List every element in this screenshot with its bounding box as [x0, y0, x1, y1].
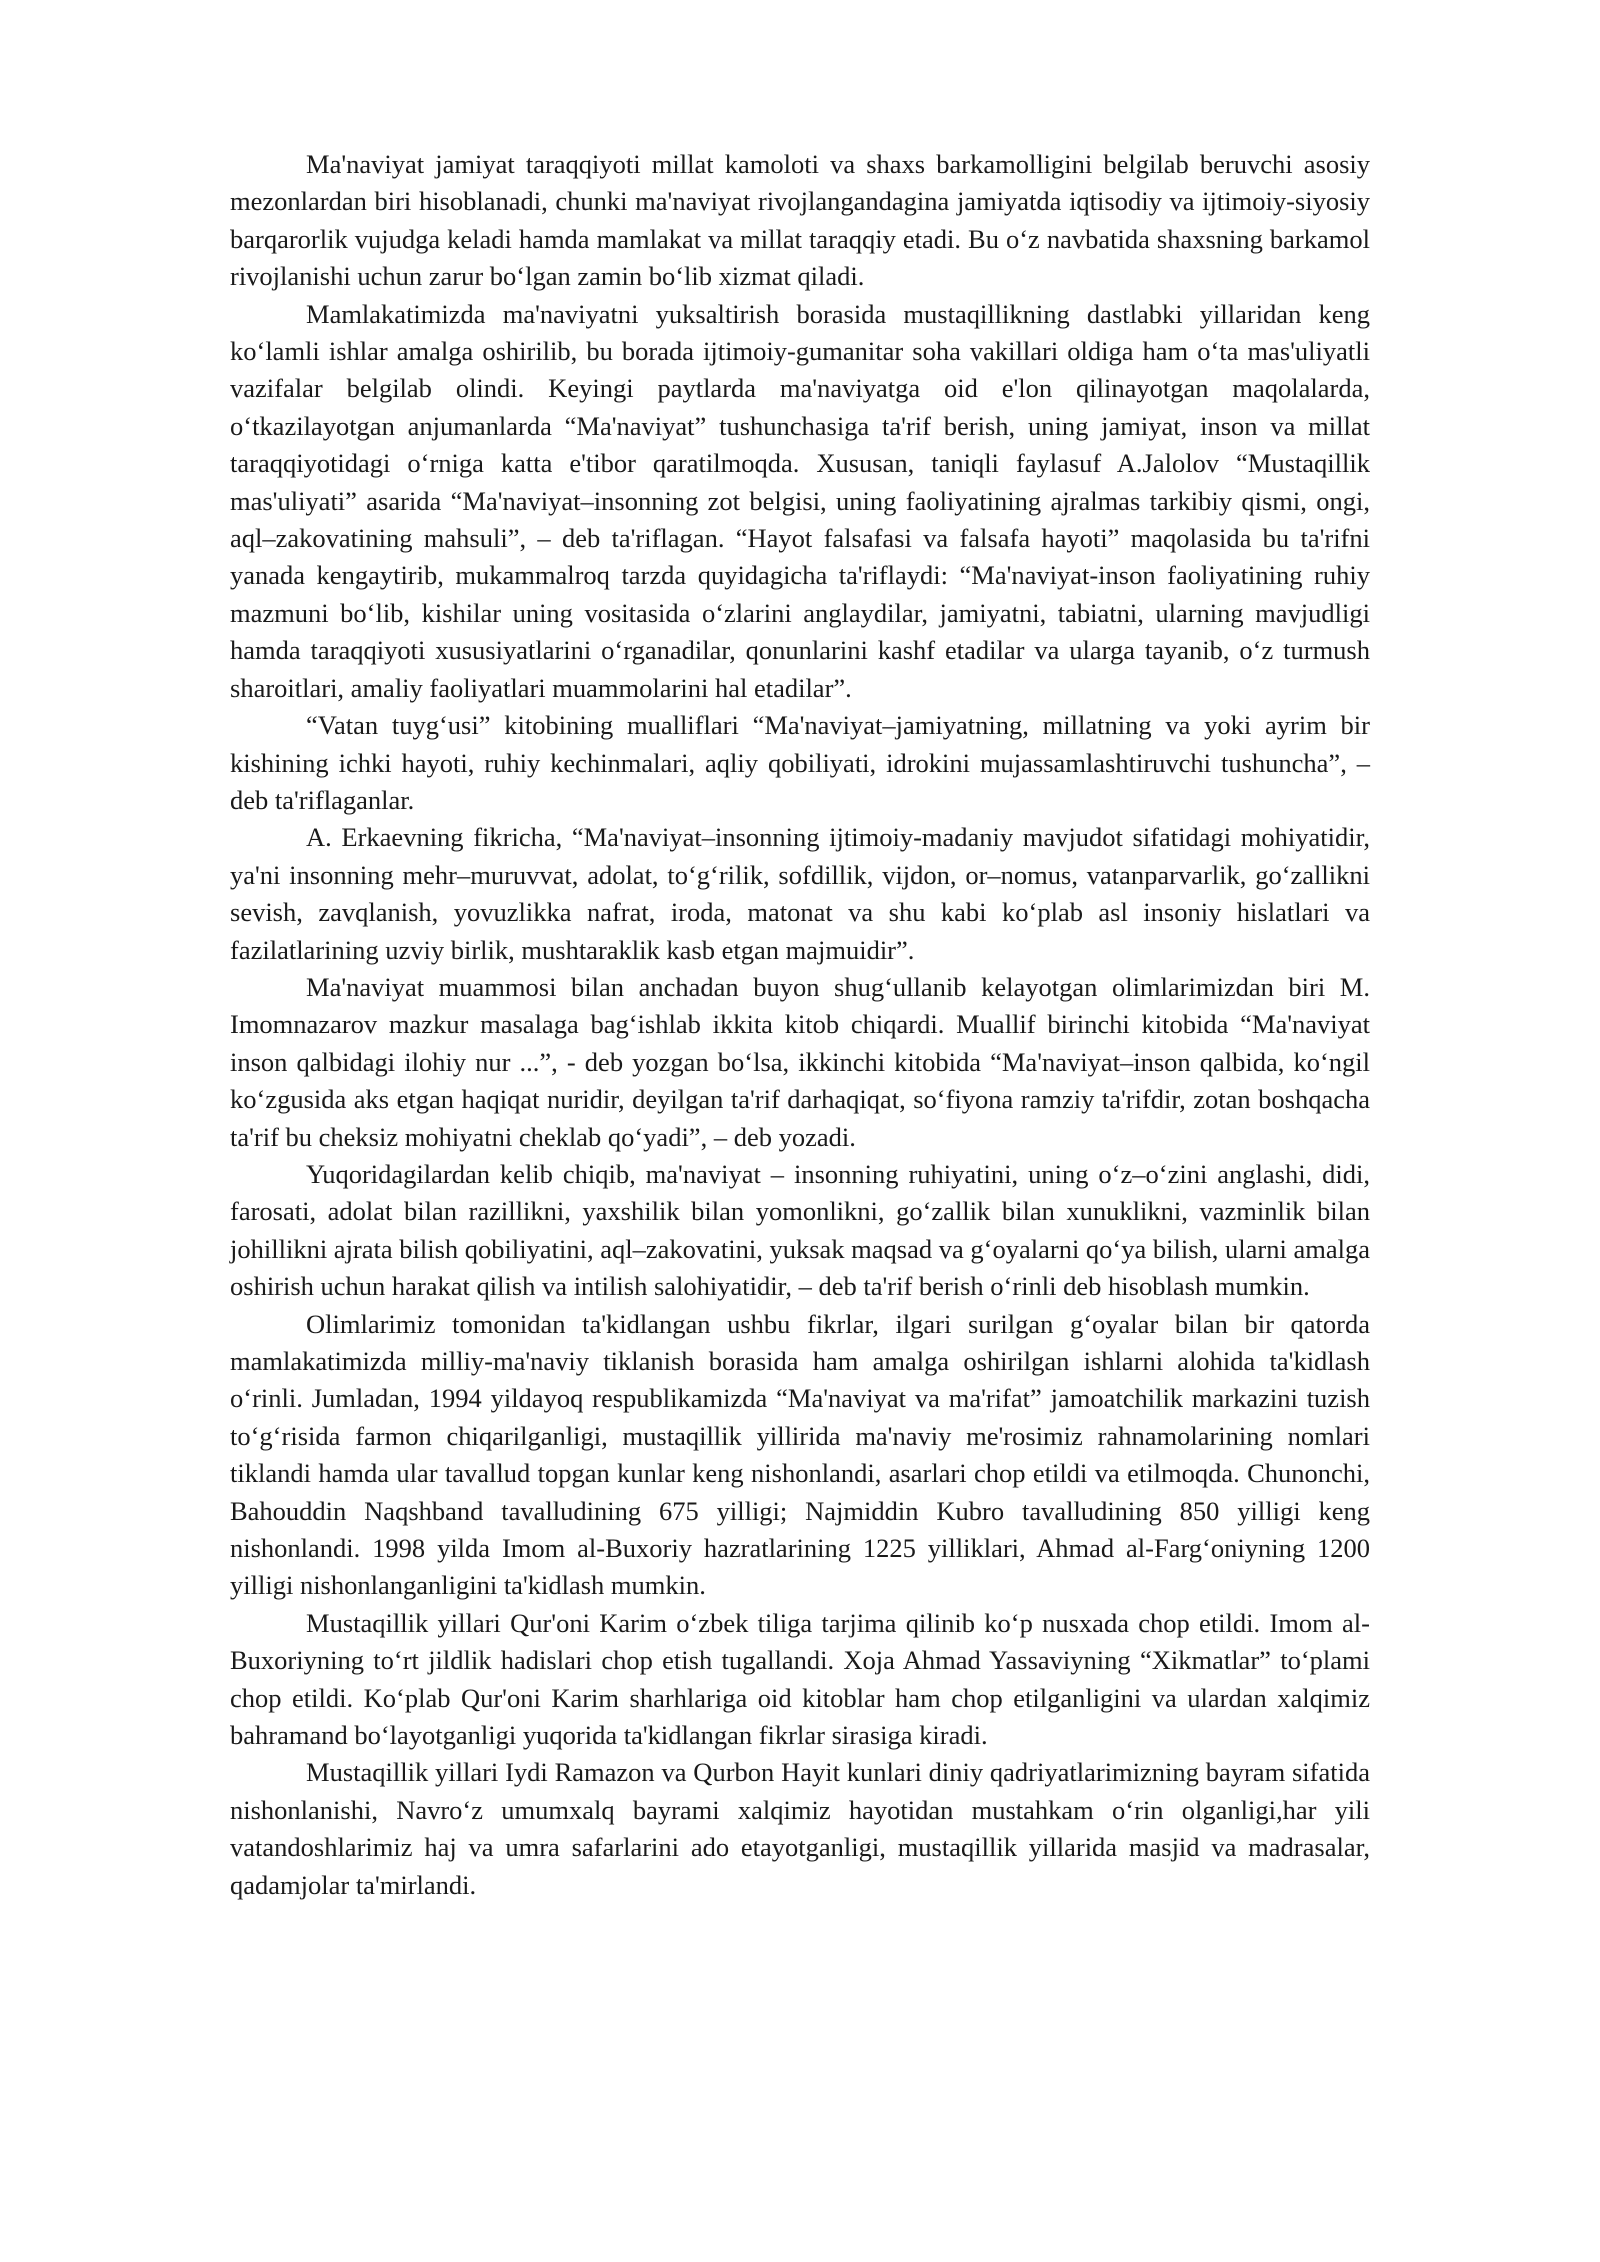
- document-page: [230, 146, 1370, 1904]
- paragraph: Olimlarimiz tomonidan ta'kidlangan ushbu fikrlar, ilgari surilgan g‘oyalar bilan bir qatorda mamlakatimizda milliy-ma'naviy tiklanish borasida ham amalga oshirilgan ishlarni alohida ta'kidlash o‘rinli. Jumladan, 1994 yildayoq respublikamizda “Ma'naviyat va ma'rifat” jamoatchilik markazini tuzish to‘g‘risida farmon chiqarilganligi, mustaqillik yillirida ma'naviy me'rosimiz rahnamolarining nomlari tiklandi hamda ular tavallud topgan kunlar keng nishonlandi, asarlari chop etildi va etilmoqda. Chunonchi, Bahouddin Naqshband tavalludining 675 yilligi; Najmiddin Kubro tavalludining 850 yilligi keng nishonlandi. 1998 yilda Imom al-Buxoriy hazratlarining 1225 yilliklari, Ahmad al-Farg‘oniyning 1200 yilligi nishonlanganligini ta'kidlash mumkin.: [230, 1308, 1370, 1601]
- paragraph: Mustaqillik yillari Qur'oni Karim o‘zbek tiliga tarjima qilinib ko‘p nusxada chop etildi. Imom al-Buxoriyning to‘rt jildlik hadislari chop etish tugallandi. Xoja Ahmad Yassaviyning “Xikmatlar” to‘plami chop etildi. Ko‘plab Qur'oni Karim sharhlariga oid kitoblar ham chop etilganligini va ulardan xalqimiz bahramand bo‘layotganligi yuqorida ta'kidlangan fikrlar sirasiga kiradi.: [230, 1607, 1370, 1751]
- paragraph: Ma'naviyat muammosi bilan anchadan buyon shug‘ullanib kelayotgan olimlarimizdan biri M. Imomnazarov mazkur masalaga bag‘ishlab ikkita kitob chiqardi. Muallif birinchi kitobida “Ma'naviyat inson qalbidagi ilohiy nur ...”, - deb yozgan bo‘lsa, ikkinchi kitobida “Ma'naviyat–inson qalbida, ko‘ngil ko‘zgusida aks etgan haqiqat nuridir, deyilgan ta'rif darhaqiqat, so‘fiyona ramziy ta'rifdir, zotan boshqacha ta'rif bu cheksiz mohiyatni cheklab qo‘yadi”, – deb yozadi.: [230, 971, 1370, 1152]
- paragraph: Ma'naviyat jamiyat taraqqiyoti millat kamoloti va shaxs barkamolligini belgilab beruvchi asosiy mezonlardan biri hisoblanadi, chunki ma'naviyat rivojlangandagina jamiyatda iqtisodiy va ijtimoiy-siyosiy barqarorlik vujudga keladi hamda mamlakat va millat taraqqiy etadi. Bu o‘z navbatida shaxsning barkamol rivojlanishi uchun zarur bo‘lgan zamin bo‘lib xizmat qiladi.: [230, 149, 1370, 292]
- paragraph: Yuqoridagilardan kelib chiqib, ma'naviyat – insonning ruhiyatini, uning o‘z–o‘zini anglashi, didi, farosati, adolat bilan razillikni, yaxshilik bilan yomonlikni, go‘zallik bilan xunuklikni, vazminlik bilan johillikni ajrata bilish qobiliyatini, aql–zakovatini, yuksak maqsad va g‘oyalarni qo‘ya bilish, ularni amalga oshirish uchun harakat qilish va intilish salohiyatidir, – deb ta'rif berish o‘rinli deb hisoblash mumkin.: [230, 1158, 1370, 1302]
- paragraph: Mustaqillik yillari Iydi Ramazon va Qurbon Hayit kunlari diniy qadriyatlarimizning bayram sifatida nishonlanishi, Navro‘z umumxalq bayrami xalqimiz hayotidan mustahkam o‘rin olganligi,har yili vatandoshlarimiz haj va umra safarlarini ado etayotganligi, mustaqillik yillarida masjid va madrasalar, qadamjolar ta'mirlandi.: [230, 1757, 1370, 1900]
- paragraph: Mamlakatimizda ma'naviyatni yuksaltirish borasida mustaqillikning dastlabki yillaridan keng ko‘lamli ishlar amalga oshirilib, bu borada ijtimoiy-gumanitar soha vakillari oldiga ham o‘ta mas'uliyatli vazifalar belgilab olindi. Keyingi paytlarda ma'naviyatga oid e'lon qilinayotgan maqolalarda, o‘tkazilayotgan anjumanlarda “Ma'naviyat” tushunchasiga ta'rif berish, uning jamiyat, inson va millat taraqqiyotidagi o‘rniga katta e'tibor qaratilmoqda. Xususan, taniqli faylasuf A.Jalolov “Mustaqillik mas'uliyati” asarida “Ma'naviyat–insonning zot belgisi, uning faoliyatining ajralmas tarkibiy qismi, ongi, aql–zakovatining mahsuli”, – deb ta'riflagan. “Hayot falsafasi va falsafa hayoti” maqolasida bu ta'rifni yanada kengaytirib, mukammalroq tarzda quyidagicha ta'riflaydi: “Ma'naviyat-inson faoliyatining ruhiy mazmuni bo‘lib, kishilar uning vositasida o‘zlarini anglaydilar, jamiyatni, tabiatni, ularning mavjudligi hamda taraqqiyoti xususiyatlarini o‘rganadilar, qonunlarini kashf etadilar va ularga tayanib, o‘z turmush sharoitlari, amaliy faoliyatlari muammolarini hal etadilar”.: [230, 298, 1370, 703]
- paragraph: A. Erkaevning fikricha, “Ma'naviyat–insonning ijtimoiy-madaniy mavjudot sifatidagi mohiyatidir, ya'ni insonning mehr–muruvvat, adolat, to‘g‘rilik, sofdillik, vijdon, or–nomus, vatanparvarlik, go‘zallikni sevish, zavqlanish, yovuzlikka nafrat, iroda, matonat va shu kabi ko‘plab asl insoniy hislatlari va fazilatlarining uzviy birlik, mushtaraklik kasb etgan majmuidir”.: [230, 822, 1370, 965]
- paragraph: “Vatan tuyg‘usi” kitobining mualliflari “Ma'naviyat–jamiyatning, millatning va yoki ayrim bir kishining ichki hayoti, ruhiy kechinmalari, aqliy qobiliyati, idrokini mujassamlashtiruvchi tushuncha”, – deb ta'riflaganlar.: [230, 710, 1370, 815]
